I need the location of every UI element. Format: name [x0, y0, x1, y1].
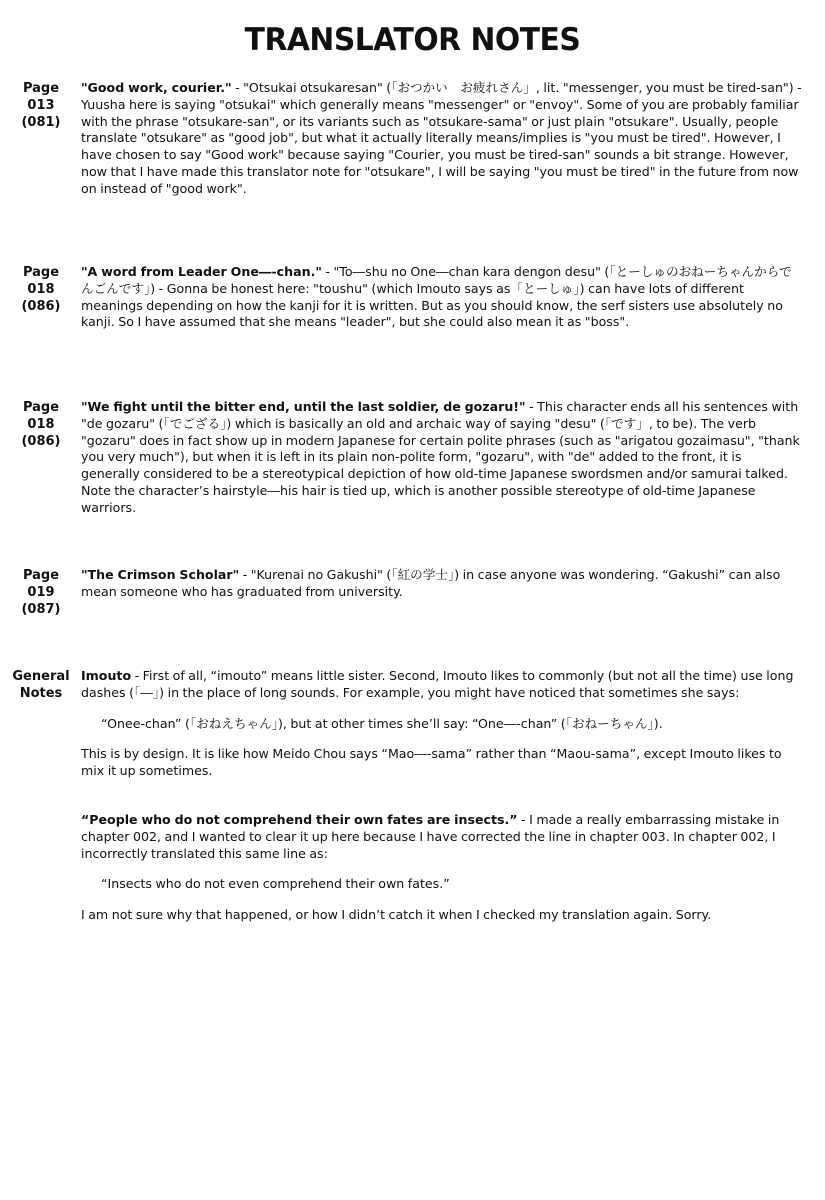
- page-label: [10, 399, 72, 450]
- page-label-word: Page: [22, 81, 60, 96]
- general-paragraph: I am not sure why that happened, or how I didn’t catch it when I checked my translation again. Sorry.: [81, 907, 712, 923]
- page-label-number: 018: [27, 417, 55, 432]
- note-heading: "A word from Leader One―-chan.": [81, 264, 322, 279]
- general-heading-insects: “People who do not comprehend their own fates are insects.”: [81, 811, 518, 827]
- note-heading: "Good work, courier.": [81, 80, 232, 95]
- page-label-word: Page: [22, 568, 60, 583]
- note-heading: "The Crimson Scholar": [81, 567, 240, 582]
- note-heading: "We fight until the bitter end, until the last soldier, de gozaru!": [81, 399, 526, 414]
- note-text: - "To―shu no One―chan kara dengon desu" (「とーしゅのおねーちゃんからでんごんです」) - Gonna be honest here: "toushu" (which Imouto says as「とーしゅ」) can have lots of different meanings depending on how the kanji for it is written. But as you should know, the serf sisters use absolutely no kanji. So I have assumed that she means "leader", but she could also mean it as "boss".: [81, 264, 792, 330]
- general-label-line-2: Notes: [19, 686, 63, 701]
- note-body: [81, 567, 803, 601]
- general-example-quote: “Onee-chan” (「おねえちゃん」), but at other times she’ll say: “One―-chan” (「おねーちゃん」).: [101, 715, 663, 731]
- page-label-original: (087): [21, 602, 61, 617]
- page-label-number: 019: [27, 585, 55, 600]
- note-text: - "Otsukai otsukaresan" (「おつかい お疲れさん」, lit. "messenger, you must be tired-san") - Yuusha here is saying "otsukai" which generally means "messenger" or "envoy". Some of you are probably familiar with the phrase "otsukare-san", or its variants such as "otsukare-sama" or just plain "otsukare". Usually, people translate "otsukare" as "good job", but what it actually literally means/implies is "you must be tired". However, I have chosen to say "Good work" because saying "Courier, you must be tired-san" sounds a bit strange. However, now that I have made this translator note for "otsukare", I will be saying "you must be tired" in the future from now on instead of "good work".: [81, 80, 802, 196]
- page-label-original: (081): [21, 115, 61, 130]
- general-text: - I made a really embarrassing mistake in chapter 002, and I wanted to clear it up here because I have corrected the line in chapter 003. In chapter 002, I incorrectly translated this same line as:: [81, 811, 780, 861]
- page-label: [10, 567, 72, 618]
- page-label-word: Page: [22, 400, 60, 415]
- general-heading-imouto: Imouto: [81, 668, 132, 683]
- general-example-quote: “Insects who do not even comprehend their own fates.”: [101, 876, 450, 892]
- general-paragraph: [81, 668, 803, 702]
- general-notes-label: [6, 668, 76, 702]
- page-label-original: (086): [21, 299, 61, 314]
- note-text: - This character ends all his sentences with "de gozaru" (「でござる」) which is basically an old and archaic way of saying "desu" (「です」, to be). The verb "gozaru" does in fact show up in modern Japanese for certain polite phrases (such as "arigatou gozaimasu", "thank you very much"), but when it is left in its plain non-polite form, "gozaru", with "de" added to the front, it is generally considered to be a stereotypical depiction of how old-time Japanese swordsmen and/or samurai talked. Note the character’s hairstyle―his hair is tied up, which is another possible stereotype of old-time Japanese warriors.: [81, 399, 800, 515]
- page-label-number: 018: [27, 282, 55, 297]
- general-notes-body: [81, 668, 803, 924]
- general-paragraph: This is by design. It is like how Meido Chou says “Mao―-sama” rather than “Maou-sama”, except Imouto likes to mix it up sometimes.: [81, 746, 782, 779]
- general-paragraph: [81, 812, 803, 862]
- page-label-word: Page: [22, 265, 60, 280]
- page-label: [10, 264, 72, 315]
- general-label-line-1: General: [12, 669, 70, 684]
- page-title: TRANSLATOR NOTES: [244, 22, 581, 58]
- note-body: [81, 80, 803, 198]
- note-body: [81, 399, 803, 517]
- page-label-original: (086): [21, 434, 61, 449]
- general-text: - First of all, “imouto” means little sister. Second, Imouto likes to commonly (but not all the time) use long dashes (「―」) in the place of long sounds. For example, you might have noticed that sometimes she says:: [81, 668, 794, 700]
- page-label-number: 013: [27, 98, 55, 113]
- page-label: [10, 80, 72, 131]
- note-text: - "Kurenai no Gakushi" (「紅の学士」) in case anyone was wondering. “Gakushi” can also mean someone who has graduated from university.: [81, 567, 781, 599]
- note-body: [81, 264, 803, 331]
